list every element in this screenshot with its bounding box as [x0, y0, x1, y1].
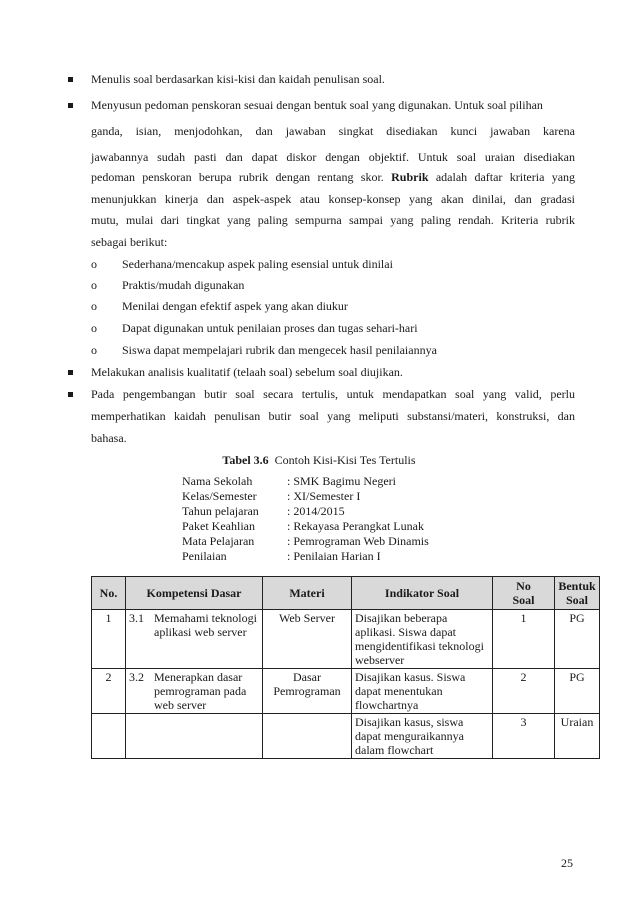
sub-bullet-marker: o: [91, 343, 97, 357]
cell-indikator: Disajikan kasus. Siswa dapat menentukan flowchartnya: [352, 669, 493, 714]
info-value: : SMK Bagimu Negeri: [287, 474, 396, 488]
kd-number: 3.2: [129, 670, 144, 684]
cell-no-soal: 1: [493, 610, 555, 669]
bullet-marker: [68, 370, 73, 375]
table-header-row: [92, 577, 600, 610]
header-no: No.: [92, 577, 126, 610]
cell-indikator: Disajikan kasus, siswa dapat menguraikannya dalam flowchart: [352, 714, 493, 759]
table-caption: [0, 453, 638, 467]
info-value: : Pemrograman Web Dinamis: [287, 534, 429, 548]
bullet-text: Melakukan analisis kualitatif (telaah soal) sebelum soal diujikan.: [91, 365, 403, 379]
sub-item: Sederhana/mencakup aspek paling esensial untuk dinilai: [122, 257, 393, 271]
cell-bentuk-soal: Uraian: [555, 714, 600, 759]
bullet-text: jawabannya sudah pasti dan dapat diskor dengan objektif. Untuk soal uraian disediakan: [91, 150, 575, 164]
bullet-text: Pada pengembangan butir soal secara tertulis, untuk mendapatkan soal yang valid, perlu: [91, 387, 575, 401]
table-row: [92, 669, 600, 714]
header-materi: Materi: [263, 577, 352, 610]
bullet-text: bahasa.: [91, 431, 127, 445]
info-key: Tahun pelajaran: [182, 504, 259, 518]
sub-bullet-marker: o: [91, 299, 97, 313]
cell-bentuk-soal: PG: [555, 610, 600, 669]
header-no-soal: [493, 577, 555, 610]
kd-text: Memahami teknologi aplikasi web server: [154, 611, 257, 639]
cell-no-soal: 2: [493, 669, 555, 714]
bullet-text: menunjukkan kinerja dan aspek-aspek atau konsep-konsep yang akan dinilai, dan gradasi: [91, 192, 575, 206]
header-bentuk-soal: [555, 577, 600, 610]
header-no-soal-line: No: [516, 579, 531, 593]
bullet-marker: [68, 77, 73, 82]
bullet-text-part: adalah daftar kriteria yang: [435, 170, 576, 184]
info-value: : XI/Semester I: [287, 489, 361, 503]
info-key: Penilaian: [182, 549, 227, 563]
bullet-text: memperhatikan kaidah penulisan butir soal yang meliputi substansi/materi, konstruksi, dan: [91, 409, 575, 423]
info-value: : Penilaian Harian I: [287, 549, 381, 563]
cell-materi: Web Server: [263, 610, 352, 669]
sub-item: Praktis/mudah digunakan: [122, 278, 245, 292]
info-key: Nama Sekolah: [182, 474, 253, 488]
table-row: [92, 714, 600, 759]
cell-no: 1: [92, 610, 126, 669]
cell-no: 2: [92, 669, 126, 714]
bullet-text: Menulis soal berdasarkan kisi-kisi dan kaidah penulisan soal.: [91, 72, 385, 86]
sub-bullet-marker: o: [91, 278, 97, 292]
cell-kompetensi-dasar: [126, 610, 263, 669]
sub-item: Dapat digunakan untuk penilaian proses dan tugas sehari-hari: [122, 321, 418, 335]
cell-bentuk-soal: PG: [555, 669, 600, 714]
bold-term: Rubrik: [391, 170, 429, 184]
info-value: : 2014/2015: [287, 504, 345, 518]
cell-kompetensi-dasar: [126, 669, 263, 714]
bullet-text: mutu, mulai dari tingkat yang paling sempurna sampai yang paling rendah. Kriteria rubrik: [91, 213, 575, 227]
caption-label: Tabel 3.6: [222, 453, 269, 467]
kisi-kisi-table: [91, 576, 600, 759]
bullet-text: ganda, isian, menjodohkan, dan jawaban singkat disediakan kunci jawaban karena: [91, 124, 575, 138]
cell-indikator: Disajikan beberapa aplikasi. Siswa dapat mengidentifikasi teknologi webserver: [352, 610, 493, 669]
page-number: 25: [561, 856, 573, 870]
info-key: Kelas/Semester: [182, 489, 257, 503]
cell-no: [92, 714, 126, 759]
sub-item: Siswa dapat mempelajari rubrik dan mengecek hasil penilaiannya: [122, 343, 437, 357]
cell-materi: Dasar Pemrograman: [263, 669, 352, 714]
cell-kompetensi-dasar: [126, 714, 263, 759]
bullet-text: Menyusun pedoman penskoran sesuai dengan bentuk soal yang digunakan. Untuk soal pilihan: [91, 98, 543, 112]
bullet-marker: [68, 392, 73, 397]
bullet-text: sebagai berikut:: [91, 235, 168, 249]
info-key: Mata Pelajaran: [182, 534, 255, 548]
sub-item: Menilai dengan efektif aspek yang akan diukur: [122, 299, 348, 313]
bullet-text-part: pedoman penskoran berupa rubrik dengan rentang skor.: [91, 170, 384, 184]
header-bentuk-soal-line: Soal: [565, 593, 588, 607]
bullet-marker: [68, 103, 73, 108]
caption-text: Contoh Kisi-Kisi Tes Tertulis: [274, 453, 416, 467]
cell-no-soal: 3: [493, 714, 555, 759]
sub-bullet-marker: o: [91, 257, 97, 271]
header-bentuk-soal-line: Bentuk: [558, 579, 596, 593]
sub-bullet-marker: o: [91, 321, 97, 335]
header-indikator-soal: Indikator Soal: [352, 577, 493, 610]
bullet-text: [91, 171, 575, 184]
table-row: [92, 610, 600, 669]
header-kompetensi-dasar: Kompetensi Dasar: [126, 577, 263, 610]
cell-materi: [263, 714, 352, 759]
kd-number: 3.1: [129, 611, 144, 625]
info-key: Paket Keahlian: [182, 519, 255, 533]
header-no-soal-line: Soal: [512, 593, 535, 607]
info-value: : Rekayasa Perangkat Lunak: [287, 519, 424, 533]
kd-text: Menerapkan dasar pemrograman pada web server: [154, 670, 247, 712]
